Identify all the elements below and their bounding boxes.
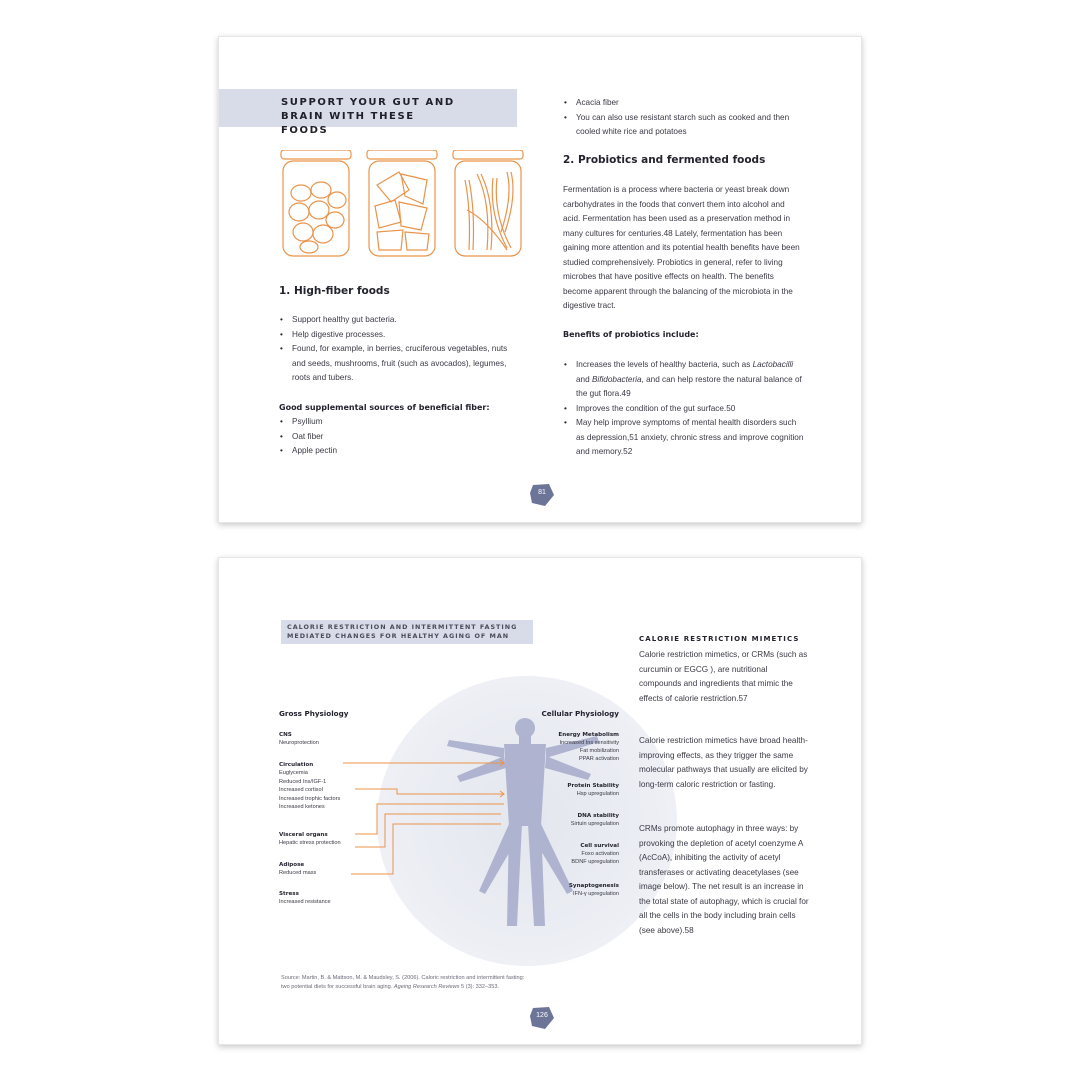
list-item: • You can also use resistant starch such as cooked and then cooled white rice and potatoes — [563, 111, 801, 140]
section-heading-probiotics: 2. Probiotics and fermented foods — [563, 154, 766, 166]
probiotics-paragraph: Fermentation is a process where bacteria or yeast break down carbohydrates in the foods that convert them into alcohol and acid. Fermentation has been used as a preservation method in many cultures for centuries.48 Lately, fermentation has been gaining more attention and its potential health benefits have been studied comprehensively. Probiotics in general, refer to living microbes that have positive effects on health. The benefits become apparent through the balancing of the microbiota in the digestive tract. — [563, 185, 800, 310]
calorie-restriction-diagram — [279, 676, 619, 976]
benefits-bullets — [563, 358, 805, 460]
high-fiber-bullets — [279, 313, 519, 386]
list-item: • Psyllium — [279, 415, 479, 430]
list-item: • Support healthy gut bacteria. — [279, 313, 519, 328]
fermentation-jars-illustration — [279, 150, 524, 260]
gross-item-circulation: Circulation Euglycemia Reduced Ins/IGF-1 Increased cortisol Increased trophic factors Increased ketones — [279, 762, 341, 811]
right-top-bullets — [563, 96, 801, 140]
list-item: • Improves the condition of the gut surface.50 — [563, 402, 805, 417]
benefits-heading: Benefits of probiotics include: — [563, 330, 699, 339]
list-item: • Increases the levels of healthy bacteria, such as Lactobacilli and Bifidobacteria, and can help restore the natural balance of the gut flora.49 — [563, 358, 805, 402]
page-number-badge: 81 — [529, 483, 555, 507]
supplement-heading: Good supplemental sources of beneficial fiber: — [279, 403, 490, 412]
list-item: • Acacia fiber — [563, 96, 801, 111]
list-item: • Apple pectin — [279, 444, 479, 459]
page-number-badge: 126 — [529, 1006, 555, 1030]
cellular-item-cell-survival: Cell survival Foxo activation BDNF upregulation — [571, 843, 619, 865]
cellular-item-dna-stability: DNA stability Sirtuin upregulation — [570, 813, 619, 827]
list-item: • Help digestive processes. — [279, 328, 519, 343]
human-figure-illustration — [279, 676, 619, 976]
book-page-81 — [218, 36, 862, 523]
section-heading-high-fiber: 1. High-fiber foods — [279, 285, 390, 297]
gross-item-adipose: Adipose Reduced mass — [279, 862, 317, 877]
list-item: • Found, for example, in berries, cruciferous vegetables, nuts and seeds, mushrooms, fruit (such as avocados), legumes, roots and tubers. — [279, 342, 519, 386]
book-page-126 — [218, 557, 862, 1045]
crm-heading: CALORIE RESTRICTION MIMETICS — [639, 635, 800, 643]
list-item: • Oat fiber — [279, 430, 479, 445]
diagram-title: CALORIE RESTRICTION AND INTERMITTENT FASTING MEDIATED CHANGES FOR HEALTHY AGING OF MAN — [287, 623, 518, 640]
cellular-physiology-heading: Cellular Physiology — [541, 709, 619, 718]
cellular-item-energy-metabolism: Energy Metabolism Increased Ins sensitivity Fat mobilization PPAR activation — [558, 732, 619, 762]
gross-item-visceral-organs: Visceral organs Hepatic stress protection — [279, 832, 341, 847]
crm-paragraph-1: Calorie restriction mimetics, or CRMs (such as curcumin or EGCG ), are nutritional compounds and ingredients that mimic the effects of calorie restriction.57 — [639, 650, 808, 703]
cellular-item-synaptogenesis: Synaptogenesis IFN-γ upregulation — [568, 883, 619, 897]
cellular-item-protein-stability: Protein Stability Hsp upregulation — [567, 783, 619, 797]
page-title: SUPPORT YOUR GUT AND BRAIN WITH THESE FOODS — [281, 97, 455, 136]
supplement-bullets — [279, 415, 479, 459]
gross-item-cns: CNS Neuroprotection — [279, 732, 319, 747]
diagram-source-citation: Source: Martin, B. & Mattson, M. & Maudsley, S. (2006). Caloric restriction and intermittent fasting: two potential diets for successful brain aging. Ageing Research Reviews 5 (3): 332–353. — [281, 975, 525, 990]
crm-paragraph-3: CRMs promote autophagy in three ways: by provoking the depletion of acetyl coenzyme A (AcCoA), inhibiting the activity of acetyl transferases or activating deacetylases (see image below). The net result is an increase in the total state of autophagy, which is crucial for all the cells in the body including brain cells (see above).58 — [639, 824, 809, 935]
gross-item-stress: Stress Increased resistance — [279, 891, 331, 906]
list-item: • May help improve symptoms of mental health disorders such as depression,51 anxiety, chronic stress and improve cognition and memory.52 — [563, 416, 805, 460]
gross-physiology-heading: Gross Physiology — [279, 709, 349, 718]
diagram-title-band — [281, 620, 533, 644]
title-band — [219, 89, 517, 136]
crm-paragraph-2: Calorie restriction mimetics have broad health-improving effects, as they trigger the same molecular pathways that usually are elicited by long-term caloric restriction or fasting. — [639, 736, 808, 789]
